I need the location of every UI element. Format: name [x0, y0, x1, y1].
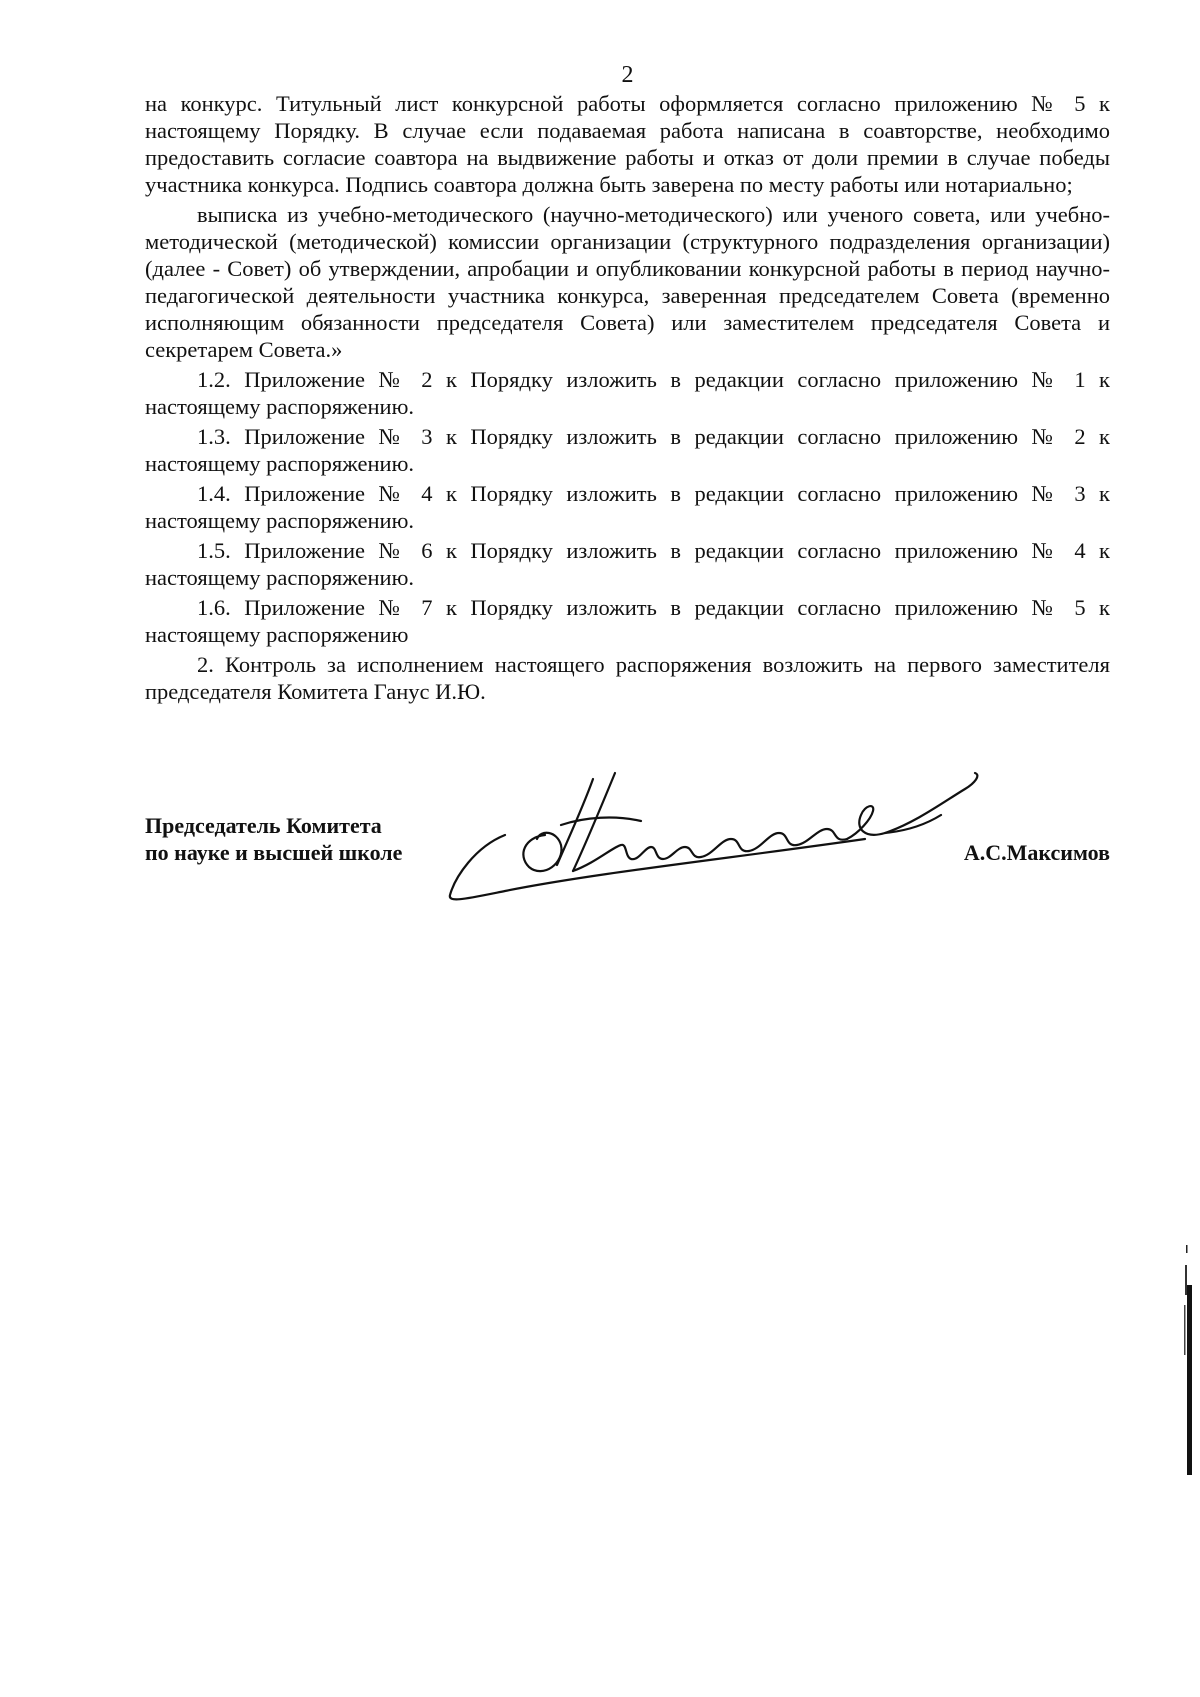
paragraph-item-1-3: 1.3. Приложение № 3 к Порядку изложить в редакции согласно приложению № 2 к настоящему распоряжению.	[145, 424, 1110, 476]
scan-edge-mark	[1182, 1245, 1194, 1485]
paragraph-item-1-2: 1.2. Приложение № 2 к Порядку изложить в редакции согласно приложению № 1 к настоящему распоряжению.	[145, 367, 1110, 419]
paragraph-item-1-4: 1.4. Приложение № 4 к Порядку изложить в редакции согласно приложению № 3 к настоящему распоряжению.	[145, 481, 1110, 533]
paragraph-item-2: 2. Контроль за исполнением настоящего распоряжения возложить на первого заместителя председателя Комитета Ганус И.Ю.	[145, 652, 1110, 704]
signatory-position-line2: по науке и высшей школе	[145, 840, 403, 865]
paragraph-continuation: на конкурс. Титульный лист конкурсной работы оформляется согласно приложению № 5 к настоящему Порядку. В случае если подаваемая работа написана в соавторстве, необходимо предоставить согласие соавтора на выдвижение работы и отказ от доли премии в случае победы участника конкурса. Подпись соавтора должна быть заверена по месту работы или нотариально;	[145, 91, 1110, 197]
paragraph-council-extract: выписка из учебно-методического (научно-методического) или ученого совета, или учебно-методической (методической) комиссии организации (структурного подразделения организации) (далее - Совет) об утверждении, апробации и опубликовании конкурсной работы в период научно-педагогической деятельности участника конкурса, заверенная председателем Совета (временно исполняющим обязанности председателя Совета) или заместителем председателя Совета и секретарем Совета.»	[145, 202, 1110, 362]
signatory-name: А.С.Максимов	[963, 840, 1110, 865]
signature-block	[145, 812, 1110, 922]
paragraph-item-1-5: 1.5. Приложение № 6 к Порядку изложить в редакции согласно приложению № 4 к настоящему распоряжению.	[145, 538, 1110, 590]
document-body	[145, 90, 1110, 705]
paragraph-item-1-6: 1.6. Приложение № 7 к Порядку изложить в редакции согласно приложению № 5 к настоящему распоряжению	[145, 595, 1110, 647]
page-number: 2	[621, 62, 634, 88]
signatory-position	[145, 812, 402, 866]
handwritten-signature	[445, 767, 990, 907]
signatory-position-line1: Председатель Комитета	[145, 813, 382, 838]
